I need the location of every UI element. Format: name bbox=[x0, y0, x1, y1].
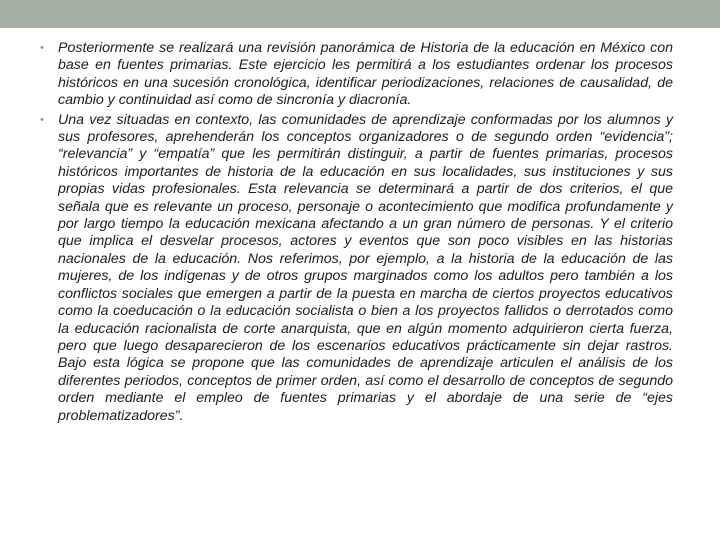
header-accent-bar bbox=[0, 0, 720, 28]
bullet-icon: • bbox=[40, 42, 44, 54]
slide-body bbox=[40, 40, 673, 427]
bullet-text: Una vez situadas en contexto, las comunidades de aprendizaje conformadas por los alumnos y sus profesores, aprehenderán los conceptos organizadores o de segundo orden “evidencia”; “relevancia” y “empatía” que les permitirán distinguir, a partir de fuentes primarias, procesos históricos importantes de historia de la educación en sus localidades, sus instituciones y sus propias vidas profesionales. Esta relevancia se determinará a partir de dos criterios, el que señala que es relevante un proceso, personaje o acontecimiento que modifica profundamente y por largo tiempo la educación mexicana afectando a un gran número de personas. Y el criterio que implica el desvelar procesos, actores y eventos que son poco visibles en las historias nacionales de la educación. Nos referimos, por ejemplo, a la historia de la educación de las mujeres, de los indígenas y de otros grupos marginados como los adultos pero también a los conflictos sociales que emergen a partir de la puesta en marcha de ciertos proyectos educativos como la coeducación o la educación socialista o bien a los proyectos fallidos o derrotados como la educación racionalista de corte anarquista, que en algún momento adquirieron cierta fuerza, pero que luego desaparecieron de los escenarios educativos prácticamente sin dejar rastros. Bajo esta lógica se propone que las comunidades de aprendizaje articulen el análisis de los diferentes periodos, conceptos de primer orden, así como el desarrollo de conceptos de segundo orden mediante el empleo de fuentes primarias y el abordaje de una serie de “ejes problematizadores”. bbox=[58, 111, 673, 424]
bullet-item-2 bbox=[40, 112, 673, 425]
bullet-list bbox=[40, 40, 673, 425]
bullet-icon: • bbox=[40, 113, 44, 126]
bullet-item-1 bbox=[40, 40, 673, 110]
bullet-text: Posteriormente se realizará una revisión panorámica de Historia de la educación en México con base en fuentes primarias. Este ejercicio les permitirá a los estudiantes ordenar los procesos históricos en una sucesión cronológica, identificar periodizaciones, relaciones de causalidad, de cambio y continuidad así como de sincronía y diacronía. bbox=[58, 40, 673, 109]
